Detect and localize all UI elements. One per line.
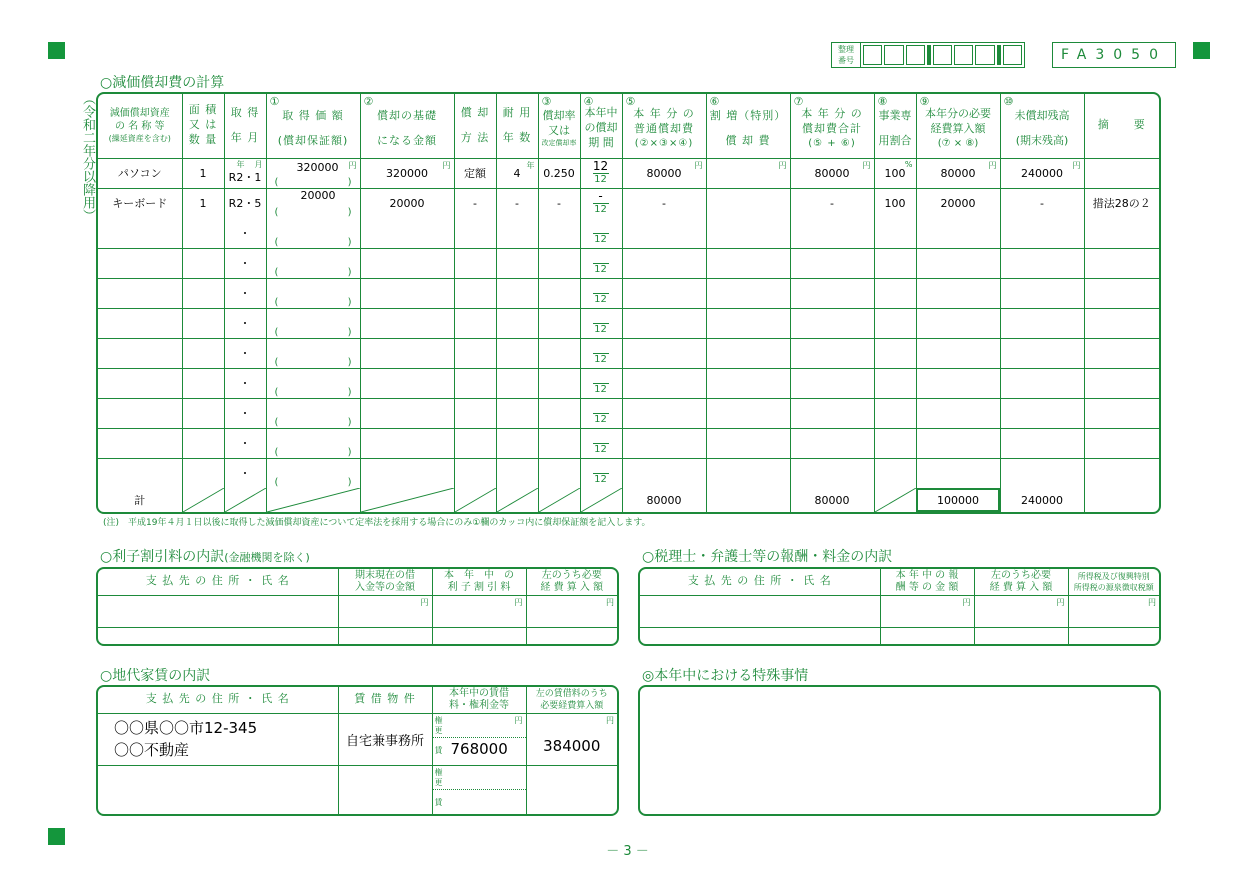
total-normal[interactable]: 80000 bbox=[622, 488, 706, 512]
asset-name[interactable] bbox=[98, 248, 182, 278]
asset-expense[interactable]: 円 80000 bbox=[916, 158, 1000, 188]
total-diagonal bbox=[360, 488, 454, 512]
asset-quantity[interactable] bbox=[182, 428, 224, 458]
asset-expense[interactable] bbox=[916, 338, 1000, 368]
tax-fees-payee[interactable] bbox=[640, 628, 880, 644]
depreciation-note: (注) 平成19年４月１日以後に取得した減価償却資産について定率法を採用する場合にのみ①欄のカッコ内に償却保証額を記入します。 bbox=[103, 518, 651, 528]
tax-fees-withholding[interactable]: 円 bbox=[1068, 595, 1159, 628]
table-row[interactable] bbox=[98, 188, 1159, 218]
asset-remaining[interactable] bbox=[1000, 398, 1084, 428]
asset-note[interactable] bbox=[1084, 218, 1159, 248]
asset-cost[interactable]: ( ) bbox=[266, 278, 360, 308]
interest-amount[interactable]: 円 bbox=[432, 595, 526, 628]
asset-special[interactable] bbox=[706, 338, 790, 368]
asset-base[interactable] bbox=[360, 278, 454, 308]
asset-base[interactable] bbox=[360, 308, 454, 338]
depreciation-table bbox=[96, 92, 1161, 514]
header-period: ④ 本年中 の償却 期 間 bbox=[580, 94, 622, 158]
asset-expense[interactable] bbox=[916, 458, 1000, 488]
table-row[interactable] bbox=[98, 218, 1159, 248]
asset-remaining[interactable] bbox=[1000, 458, 1084, 488]
asset-name[interactable] bbox=[98, 278, 182, 308]
page-number: － 3 － bbox=[606, 844, 649, 859]
asset-rate[interactable] bbox=[538, 338, 580, 368]
total-expense[interactable]: 100000 bbox=[916, 488, 1000, 512]
asset-ratio[interactable] bbox=[874, 218, 916, 248]
asset-total[interactable] bbox=[790, 278, 874, 308]
asset-normal[interactable] bbox=[622, 278, 706, 308]
asset-note[interactable] bbox=[1084, 458, 1159, 488]
asset-period[interactable]: 12 12 bbox=[580, 158, 622, 188]
asset-acquired[interactable]: ・ bbox=[224, 368, 266, 398]
interest-header-balance: 期末現在の借 入金等の金額 bbox=[338, 569, 432, 595]
asset-acquired[interactable]: ・ bbox=[224, 398, 266, 428]
asset-base[interactable] bbox=[360, 458, 454, 488]
asset-special[interactable] bbox=[706, 278, 790, 308]
table-row[interactable] bbox=[640, 628, 1159, 644]
asset-total[interactable]: - bbox=[790, 188, 874, 218]
rent-amount[interactable]: 円 権 更 賃 768000 bbox=[432, 713, 526, 765]
rent-payee[interactable] bbox=[98, 713, 338, 765]
asset-method[interactable] bbox=[454, 368, 496, 398]
asset-ratio[interactable] bbox=[874, 248, 916, 278]
asset-life[interactable]: 年 4 bbox=[496, 158, 538, 188]
asset-remaining[interactable] bbox=[1000, 308, 1084, 338]
asset-expense[interactable] bbox=[916, 368, 1000, 398]
tax-fees-expense[interactable]: 円 bbox=[974, 595, 1068, 628]
asset-name[interactable] bbox=[98, 338, 182, 368]
asset-quantity[interactable] bbox=[182, 278, 224, 308]
tax-fees-header-expense: 左のうち必要 経 費 算 入 額 bbox=[974, 569, 1068, 595]
total-diagonal bbox=[182, 488, 224, 512]
asset-special[interactable] bbox=[706, 188, 790, 218]
rent-expense[interactable] bbox=[526, 765, 617, 814]
interest-title: ○利子割引料の内訳(金融機関を除く) bbox=[100, 549, 310, 565]
asset-rate[interactable]: - bbox=[538, 188, 580, 218]
interest-balance[interactable]: 円 bbox=[338, 595, 432, 628]
asset-acquired[interactable]: ・ bbox=[224, 428, 266, 458]
table-row[interactable] bbox=[98, 765, 617, 814]
header-rate: ③ 償却率 又は 改定償却率 bbox=[538, 94, 580, 158]
asset-remaining[interactable] bbox=[1000, 428, 1084, 458]
asset-acquired[interactable]: R2・5 bbox=[224, 188, 266, 218]
asset-acquired[interactable]: ・ bbox=[224, 278, 266, 308]
asset-remaining[interactable]: 円 240000 bbox=[1000, 158, 1084, 188]
asset-cost[interactable]: ( ) bbox=[266, 218, 360, 248]
asset-quantity[interactable]: 1 bbox=[182, 158, 224, 188]
form-code: FA3050 bbox=[1052, 42, 1176, 68]
asset-life[interactable] bbox=[496, 278, 538, 308]
header-remaining: ⑩ 未償却残高 (期末残高) bbox=[1000, 94, 1084, 158]
registration-mark-top-right bbox=[1193, 42, 1210, 59]
asset-quantity[interactable]: 1 bbox=[182, 188, 224, 218]
asset-name[interactable] bbox=[98, 308, 182, 338]
header-base: ② 償却の基礎 になる金額 bbox=[360, 94, 454, 158]
header-ratio: ⑧ 事業専 用割合 bbox=[874, 94, 916, 158]
asset-ratio[interactable] bbox=[874, 278, 916, 308]
interest-payee[interactable] bbox=[98, 595, 338, 628]
asset-cost[interactable]: ( ) bbox=[266, 398, 360, 428]
table-row[interactable] bbox=[98, 628, 617, 644]
table-row[interactable] bbox=[98, 158, 1159, 188]
asset-special[interactable] bbox=[706, 218, 790, 248]
asset-rate[interactable] bbox=[538, 278, 580, 308]
total-remaining[interactable]: 240000 bbox=[1000, 488, 1084, 512]
asset-expense[interactable]: 20000 bbox=[916, 188, 1000, 218]
table-row[interactable] bbox=[98, 713, 617, 765]
tax-fees-amount[interactable]: 円 bbox=[880, 595, 974, 628]
asset-period[interactable]: 12 bbox=[580, 428, 622, 458]
asset-method[interactable] bbox=[454, 248, 496, 278]
asset-life[interactable] bbox=[496, 338, 538, 368]
total-special[interactable] bbox=[706, 488, 790, 512]
asset-acquired[interactable]: 年 月 R2・1 bbox=[224, 158, 266, 188]
asset-expense[interactable] bbox=[916, 278, 1000, 308]
seiri-number-box bbox=[831, 42, 1025, 68]
asset-special[interactable] bbox=[706, 428, 790, 458]
asset-life[interactable] bbox=[496, 248, 538, 278]
rent-property[interactable] bbox=[338, 765, 432, 814]
asset-period[interactable]: 12 bbox=[580, 278, 622, 308]
asset-ratio[interactable] bbox=[874, 308, 916, 338]
header-life: 耐 用 年 数 bbox=[496, 94, 538, 158]
interest-expense[interactable]: 円 bbox=[526, 595, 617, 628]
tax-fees-payee[interactable] bbox=[640, 595, 880, 628]
asset-period[interactable]: 12 bbox=[580, 368, 622, 398]
tax-fees-title: ○税理士・弁護士等の報酬・料金の内訳 bbox=[642, 549, 893, 565]
asset-ratio[interactable] bbox=[874, 458, 916, 488]
asset-name[interactable] bbox=[98, 218, 182, 248]
asset-total[interactable] bbox=[790, 398, 874, 428]
asset-acquired[interactable]: ・ bbox=[224, 248, 266, 278]
total-note[interactable] bbox=[1084, 488, 1159, 512]
asset-note[interactable] bbox=[1084, 368, 1159, 398]
asset-quantity[interactable] bbox=[182, 458, 224, 488]
asset-rate[interactable] bbox=[538, 308, 580, 338]
header-expense: ⑨ 本年分の必要 経費算入額 (⑦ × ⑧) bbox=[916, 94, 1000, 158]
tax-fees-header-amount: 本 年 中 の 報 酬 等 の 金 額 bbox=[880, 569, 974, 595]
total-diagonal bbox=[496, 488, 538, 512]
asset-ratio[interactable] bbox=[874, 428, 916, 458]
asset-normal[interactable] bbox=[622, 218, 706, 248]
asset-rate[interactable] bbox=[538, 218, 580, 248]
seiri-number-cells[interactable] bbox=[861, 43, 1024, 67]
interest-header-interest: 本 年 中 の 利 子 割 引 料 bbox=[432, 569, 526, 595]
asset-expense[interactable] bbox=[916, 398, 1000, 428]
asset-cost[interactable]: ( ) bbox=[266, 338, 360, 368]
asset-method[interactable] bbox=[454, 428, 496, 458]
asset-special[interactable]: 円 bbox=[706, 158, 790, 188]
asset-name[interactable] bbox=[98, 398, 182, 428]
asset-remaining[interactable] bbox=[1000, 368, 1084, 398]
header-acquired: 取 得 年 月 bbox=[224, 94, 266, 158]
asset-method[interactable] bbox=[454, 308, 496, 338]
asset-note[interactable] bbox=[1084, 398, 1159, 428]
asset-base[interactable] bbox=[360, 218, 454, 248]
asset-total[interactable]: 円 80000 bbox=[790, 158, 874, 188]
tax-fees-expense[interactable] bbox=[974, 628, 1068, 644]
asset-cost[interactable]: ( ) bbox=[266, 428, 360, 458]
asset-acquired[interactable]: ・ bbox=[224, 308, 266, 338]
asset-total[interactable] bbox=[790, 308, 874, 338]
total-diagonal bbox=[266, 488, 360, 512]
asset-name[interactable]: パソコン bbox=[98, 158, 182, 188]
asset-rate[interactable] bbox=[538, 458, 580, 488]
asset-remaining[interactable]: - bbox=[1000, 188, 1084, 218]
total-diagonal bbox=[224, 488, 266, 512]
tax-fees-header-payee: 支 払 先 の 住 所 ・ 氏 名 bbox=[640, 569, 880, 595]
interest-header-expense: 左のうち必要 経 費 算 入 額 bbox=[526, 569, 617, 595]
interest-balance[interactable] bbox=[338, 628, 432, 644]
side-label: （令和二年分以降用） bbox=[80, 92, 95, 222]
rent-payee-name: 〇〇不動産 bbox=[114, 741, 190, 759]
asset-special[interactable] bbox=[706, 308, 790, 338]
asset-total[interactable] bbox=[790, 218, 874, 248]
asset-special[interactable] bbox=[706, 368, 790, 398]
asset-total[interactable] bbox=[790, 458, 874, 488]
asset-rate[interactable] bbox=[538, 248, 580, 278]
asset-note[interactable] bbox=[1084, 428, 1159, 458]
interest-amount[interactable] bbox=[432, 628, 526, 644]
tax-fees-header-withholding: 所得税及び復興特別 所得税の源泉徴収税額 bbox=[1068, 569, 1159, 595]
depreciation-header-row bbox=[98, 94, 1159, 158]
asset-rate[interactable]: 0.250 bbox=[538, 158, 580, 188]
asset-period[interactable]: 12 bbox=[580, 308, 622, 338]
interest-header-payee: 支 払 先 の 住 所 ・ 氏 名 bbox=[98, 569, 338, 595]
asset-note[interactable] bbox=[1084, 248, 1159, 278]
total-row bbox=[98, 488, 1159, 512]
asset-note[interactable] bbox=[1084, 338, 1159, 368]
asset-method[interactable] bbox=[454, 398, 496, 428]
asset-cost[interactable]: 20000 ( ) bbox=[266, 188, 360, 218]
asset-name[interactable]: キーボード bbox=[98, 188, 182, 218]
header-asset-name: 減価償却資産 の 名 称 等 (繰延資産を含む) bbox=[98, 94, 182, 158]
seiri-label-bottom: 番号 bbox=[838, 56, 854, 65]
asset-base[interactable]: 20000 bbox=[360, 188, 454, 218]
asset-special[interactable] bbox=[706, 398, 790, 428]
asset-ratio[interactable]: 100 bbox=[874, 188, 916, 218]
asset-remaining[interactable] bbox=[1000, 338, 1084, 368]
asset-normal[interactable]: - bbox=[622, 188, 706, 218]
interest-expense[interactable] bbox=[526, 628, 617, 644]
asset-quantity[interactable] bbox=[182, 368, 224, 398]
asset-special[interactable] bbox=[706, 248, 790, 278]
asset-normal[interactable] bbox=[622, 338, 706, 368]
asset-name[interactable] bbox=[98, 458, 182, 488]
asset-remaining[interactable] bbox=[1000, 278, 1084, 308]
asset-special[interactable] bbox=[706, 458, 790, 488]
asset-period[interactable]: - 12 bbox=[580, 188, 622, 218]
asset-life[interactable]: - bbox=[496, 188, 538, 218]
special-box[interactable] bbox=[638, 685, 1161, 816]
total-diagonal bbox=[538, 488, 580, 512]
asset-expense[interactable] bbox=[916, 248, 1000, 278]
asset-expense[interactable] bbox=[916, 308, 1000, 338]
asset-ratio[interactable] bbox=[874, 398, 916, 428]
tax-fees-withholding[interactable] bbox=[1068, 628, 1159, 644]
asset-normal[interactable] bbox=[622, 368, 706, 398]
asset-acquired[interactable]: ・ bbox=[224, 218, 266, 248]
table-row[interactable] bbox=[98, 338, 1159, 368]
rent-table bbox=[96, 685, 619, 816]
asset-method[interactable] bbox=[454, 218, 496, 248]
table-row[interactable] bbox=[98, 278, 1159, 308]
asset-period[interactable]: 12 bbox=[580, 398, 622, 428]
rent-header-expense: 左の賃借料のうち 必要経費算入額 bbox=[526, 687, 617, 713]
table-row[interactable] bbox=[98, 595, 617, 628]
rent-header-amount: 本年中の賃借 料・権利金等 bbox=[432, 687, 526, 713]
asset-quantity[interactable] bbox=[182, 248, 224, 278]
interest-table bbox=[96, 567, 619, 646]
asset-base[interactable] bbox=[360, 248, 454, 278]
asset-quantity[interactable] bbox=[182, 218, 224, 248]
asset-note[interactable] bbox=[1084, 158, 1159, 188]
asset-normal[interactable] bbox=[622, 458, 706, 488]
rent-payee-address: 〇〇県〇〇市12-345 bbox=[114, 719, 258, 737]
asset-note[interactable]: 措法28の２ bbox=[1084, 188, 1159, 218]
asset-total[interactable] bbox=[790, 248, 874, 278]
table-row[interactable] bbox=[98, 458, 1159, 488]
rent-amount[interactable]: 権 更 賃 bbox=[432, 765, 526, 814]
asset-remaining[interactable] bbox=[1000, 218, 1084, 248]
asset-quantity[interactable] bbox=[182, 398, 224, 428]
table-row[interactable] bbox=[98, 428, 1159, 458]
asset-base[interactable] bbox=[360, 368, 454, 398]
rent-title: ○地代家賃の内訳 bbox=[100, 668, 211, 684]
header-note: 摘 要 bbox=[1084, 94, 1159, 158]
asset-rate[interactable] bbox=[538, 368, 580, 398]
asset-life[interactable] bbox=[496, 458, 538, 488]
asset-normal[interactable] bbox=[622, 248, 706, 278]
rent-payee[interactable] bbox=[98, 765, 338, 814]
asset-method[interactable] bbox=[454, 458, 496, 488]
asset-method[interactable] bbox=[454, 338, 496, 368]
asset-period[interactable]: 12 bbox=[580, 338, 622, 368]
asset-ratio[interactable] bbox=[874, 338, 916, 368]
total-diagonal bbox=[580, 488, 622, 512]
asset-period[interactable]: 12 bbox=[580, 218, 622, 248]
asset-name[interactable] bbox=[98, 428, 182, 458]
total-sum[interactable]: 80000 bbox=[790, 488, 874, 512]
asset-total[interactable] bbox=[790, 368, 874, 398]
asset-life[interactable] bbox=[496, 218, 538, 248]
table-row[interactable] bbox=[98, 398, 1159, 428]
asset-normal[interactable] bbox=[622, 308, 706, 338]
asset-note[interactable] bbox=[1084, 278, 1159, 308]
total-label: 計 bbox=[98, 488, 182, 512]
table-row[interactable] bbox=[98, 248, 1159, 278]
table-row[interactable] bbox=[640, 595, 1159, 628]
asset-rate[interactable] bbox=[538, 428, 580, 458]
asset-expense[interactable] bbox=[916, 428, 1000, 458]
asset-cost[interactable]: ( ) bbox=[266, 248, 360, 278]
asset-normal[interactable]: 円 80000 bbox=[622, 158, 706, 188]
asset-period[interactable]: 12 bbox=[580, 248, 622, 278]
header-special: ⑥ 割 増（特別） 償 却 費 bbox=[706, 94, 790, 158]
asset-total[interactable] bbox=[790, 428, 874, 458]
asset-quantity[interactable] bbox=[182, 308, 224, 338]
asset-life[interactable] bbox=[496, 398, 538, 428]
depreciation-title: ○減価償却費の計算 bbox=[100, 75, 225, 91]
header-quantity: 面 積 又 は 数 量 bbox=[182, 94, 224, 158]
total-diagonal bbox=[874, 488, 916, 512]
rent-expense[interactable]: 円 384000 bbox=[526, 713, 617, 765]
asset-method[interactable] bbox=[454, 278, 496, 308]
asset-rate[interactable] bbox=[538, 398, 580, 428]
asset-base[interactable] bbox=[360, 338, 454, 368]
asset-period[interactable]: 12 bbox=[580, 458, 622, 488]
registration-mark-top-left bbox=[48, 42, 65, 59]
asset-ratio[interactable]: % 100 bbox=[874, 158, 916, 188]
asset-method[interactable]: 定額 bbox=[454, 158, 496, 188]
asset-base[interactable]: 円 320000 bbox=[360, 158, 454, 188]
asset-life[interactable] bbox=[496, 368, 538, 398]
asset-expense[interactable] bbox=[916, 218, 1000, 248]
asset-cost[interactable]: ( ) bbox=[266, 368, 360, 398]
asset-life[interactable] bbox=[496, 308, 538, 338]
table-row[interactable] bbox=[98, 308, 1159, 338]
table-row[interactable] bbox=[98, 368, 1159, 398]
asset-acquired[interactable]: ・ bbox=[224, 458, 266, 488]
asset-quantity[interactable] bbox=[182, 338, 224, 368]
asset-base[interactable] bbox=[360, 428, 454, 458]
asset-cost[interactable]: 円 320000 ( ) bbox=[266, 158, 360, 188]
header-cost: ① 取 得 価 額 (償却保証額) bbox=[266, 94, 360, 158]
asset-normal[interactable] bbox=[622, 398, 706, 428]
asset-life[interactable] bbox=[496, 428, 538, 458]
header-normal: ⑤ 本 年 分 の 普通償却費 (②×③×④) bbox=[622, 94, 706, 158]
tax-fees-table bbox=[638, 567, 1161, 646]
header-total: ⑦ 本 年 分 の 償却費合計 (⑤ + ⑥) bbox=[790, 94, 874, 158]
asset-remaining[interactable] bbox=[1000, 248, 1084, 278]
asset-total[interactable] bbox=[790, 338, 874, 368]
asset-name[interactable] bbox=[98, 368, 182, 398]
asset-cost[interactable]: ( ) bbox=[266, 458, 360, 488]
asset-cost[interactable]: ( ) bbox=[266, 308, 360, 338]
rent-header-payee: 支 払 先 の 住 所 ・ 氏 名 bbox=[98, 687, 338, 713]
seiri-label-top: 整理 bbox=[838, 45, 854, 54]
interest-payee[interactable] bbox=[98, 628, 338, 644]
rent-property[interactable]: 自宅兼事務所 bbox=[338, 713, 432, 765]
special-title: ◎本年中における特殊事情 bbox=[642, 668, 809, 684]
header-method: 償 却 方 法 bbox=[454, 94, 496, 158]
asset-base[interactable] bbox=[360, 398, 454, 428]
total-diagonal bbox=[454, 488, 496, 512]
rent-header-property: 賃 借 物 件 bbox=[338, 687, 432, 713]
tax-fees-amount[interactable] bbox=[880, 628, 974, 644]
asset-acquired[interactable]: ・ bbox=[224, 338, 266, 368]
asset-method[interactable]: - bbox=[454, 188, 496, 218]
asset-normal[interactable] bbox=[622, 428, 706, 458]
asset-ratio[interactable] bbox=[874, 368, 916, 398]
asset-note[interactable] bbox=[1084, 308, 1159, 338]
